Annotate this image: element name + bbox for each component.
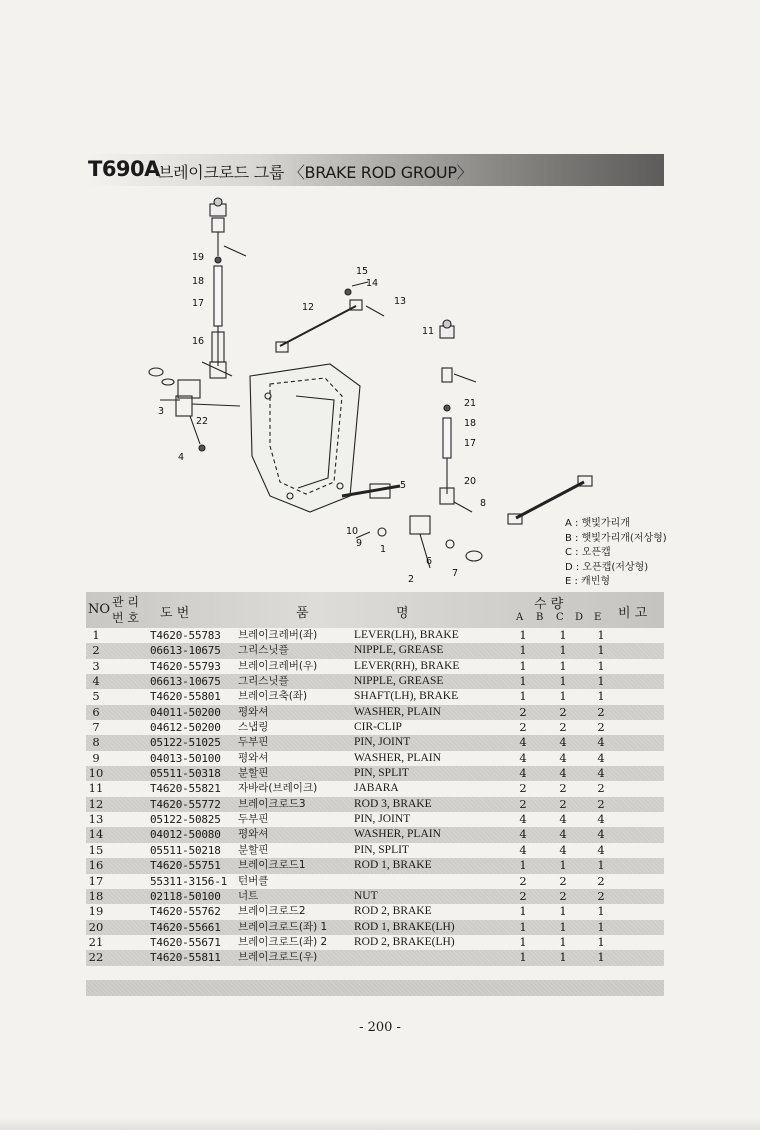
row-qty-e: 2: [597, 781, 605, 796]
row-qty-a: 4: [519, 735, 527, 750]
row-part-number: T4620-55801: [150, 690, 221, 704]
row-no: 2: [92, 643, 100, 658]
row-part-number: 02118-50100: [150, 889, 221, 903]
row-qty-e: 4: [597, 766, 605, 781]
row-qty-c: 1: [559, 674, 567, 689]
row-english-name: SHAFT(LH), BRAKE: [354, 690, 459, 703]
row-qty-a: 2: [519, 888, 527, 903]
row-english-name: ROD 3, BRAKE: [354, 797, 432, 810]
row-qty-c: 1: [559, 628, 567, 642]
row-qty-a: 1: [519, 934, 527, 949]
row-qty-e: 4: [597, 735, 605, 750]
row-no: 12: [88, 796, 104, 811]
legend-c: C : 오픈캡: [565, 547, 611, 559]
row-korean-name: 브레이크로드(좌) 2: [238, 935, 328, 948]
row-english-name: WASHER, PLAIN: [354, 705, 441, 718]
row-english-name: NUT: [354, 889, 378, 902]
row-qty-e: 1: [597, 934, 605, 949]
row-part-number: 05511-50318: [150, 767, 221, 781]
row-no: 1: [92, 628, 100, 642]
row-part-number: 04013-50100: [150, 751, 221, 765]
row-no: 11: [88, 781, 104, 796]
row-english-name: ROD 2, BRAKE(LH): [354, 935, 455, 948]
row-no: 20: [88, 919, 104, 934]
row-english-name: LEVER(RH), BRAKE: [354, 659, 460, 672]
table-row: [86, 689, 664, 704]
table-row: [86, 920, 664, 935]
row-no: 6: [92, 704, 100, 719]
row-no: 5: [92, 689, 100, 704]
row-qty-c: 4: [559, 766, 567, 781]
table-row: [86, 766, 664, 781]
callout-3: 3: [158, 406, 165, 417]
callout-20: 20: [464, 476, 477, 487]
callout-18b: 18: [464, 418, 477, 429]
row-english-name: PIN, JOINT: [354, 813, 411, 826]
row-korean-name: 브레이크레버(좌): [238, 629, 318, 641]
row-english-name: PIN, SPLIT: [354, 767, 409, 780]
row-no: 10: [88, 766, 104, 781]
row-qty-c: 2: [559, 873, 567, 888]
callout-14: 14: [366, 278, 379, 289]
row-part-number: T4620-55671: [150, 935, 221, 949]
row-qty-e: 4: [597, 827, 605, 842]
callout-11: 11: [422, 326, 435, 337]
row-korean-name: 브레이크로드(좌) 1: [238, 920, 328, 933]
row-qty-c: 2: [559, 704, 567, 719]
row-qty-e: 4: [597, 842, 605, 857]
table-row: [86, 659, 664, 674]
table-row: [86, 720, 664, 735]
callout-1: 1: [380, 544, 387, 555]
callout-13: 13: [394, 296, 407, 307]
row-qty-e: 1: [597, 674, 605, 689]
row-qty-a: 4: [519, 842, 527, 857]
row-qty-c: 1: [559, 689, 567, 704]
table-row: [86, 674, 664, 689]
header-name: 명: [396, 606, 409, 621]
row-korean-name: 평와셔: [238, 751, 269, 764]
table-row: [86, 705, 664, 720]
row-qty-a: 1: [519, 919, 527, 934]
callout-17b: 17: [464, 438, 477, 449]
legend-a: A : 햇빛가리개: [565, 518, 630, 529]
row-part-number: 04012-50080: [150, 828, 221, 842]
row-part-number: T4620-55772: [150, 797, 221, 811]
header-no: NO: [88, 602, 111, 617]
row-qty-c: 4: [559, 842, 567, 857]
row-korean-name: 두부핀: [238, 813, 269, 826]
table-row: [86, 827, 664, 842]
row-no: 16: [88, 858, 104, 873]
header-b: B: [536, 612, 544, 623]
row-part-number: T4620-55751: [150, 859, 221, 873]
callout-19: 19: [192, 252, 205, 263]
callout-16: 16: [192, 336, 205, 347]
row-korean-name: 자바라(브레이크): [238, 782, 318, 795]
row-qty-e: 1: [597, 950, 605, 965]
parts-table: [86, 592, 664, 966]
callout-21: 21: [464, 398, 477, 409]
table-row: [86, 781, 664, 796]
legend-e: E : 캐빈형: [565, 576, 611, 588]
table-row: [86, 643, 664, 658]
row-part-number: 05511-50218: [150, 843, 221, 857]
group-title: 브레이크로드 그룹 〈BRAKE ROD GROUP〉: [158, 163, 473, 182]
table-row: [86, 812, 664, 827]
row-no: 14: [88, 827, 104, 842]
row-part-number: T4620-55821: [150, 782, 221, 796]
row-qty-a: 1: [519, 674, 527, 689]
row-qty-a: 1: [519, 628, 527, 642]
row-part-number: 06613-10675: [150, 644, 221, 658]
row-qty-a: 1: [519, 858, 527, 873]
row-qty-a: 4: [519, 827, 527, 842]
callout-22: 22: [196, 416, 209, 427]
header-mgmt-top: 관 리: [112, 595, 139, 609]
row-part-number: 06613-10675: [150, 675, 221, 689]
callout-4: 4: [178, 452, 185, 463]
row-qty-e: 1: [597, 628, 605, 642]
row-english-name: WASHER, PLAIN: [354, 751, 441, 764]
row-qty-c: 4: [559, 750, 567, 765]
row-korean-name: 브레이크로드1: [238, 859, 306, 872]
row-qty-e: 1: [597, 658, 605, 673]
row-qty-e: 1: [597, 858, 605, 873]
callout-2: 2: [408, 574, 415, 585]
row-qty-c: 4: [559, 735, 567, 750]
table-footer-band: [86, 980, 664, 996]
header-qty: 수 량: [534, 597, 564, 612]
row-qty-c: 2: [559, 720, 567, 735]
callout-7: 7: [452, 568, 459, 579]
row-part-number: 04011-50200: [150, 705, 221, 719]
row-part-number: T4620-55783: [150, 629, 221, 642]
header-a: A: [516, 612, 524, 623]
row-korean-name: 브레이크로드2: [238, 905, 306, 918]
row-english-name: ROD 1, BRAKE(LH): [354, 920, 455, 933]
legend-d: D : 오픈캡(저상형): [565, 561, 649, 573]
row-qty-c: 1: [559, 658, 567, 673]
row-part-number: T4620-55793: [150, 659, 221, 673]
table-row: [86, 735, 664, 750]
row-qty-e: 1: [597, 689, 605, 704]
header-e: E: [594, 612, 602, 623]
table-row: [86, 797, 664, 812]
row-part-number: 05122-51025: [150, 736, 221, 750]
row-qty-a: 1: [519, 658, 527, 673]
legend-b: B : 햇빛가리개(저상형): [565, 532, 667, 544]
page-number: - 200 -: [359, 1020, 401, 1035]
variant-legend: [565, 517, 667, 590]
scan-edge: [0, 1118, 760, 1130]
row-no: 7: [92, 720, 100, 735]
table-row: [86, 874, 664, 889]
callout-12: 12: [302, 302, 315, 313]
row-korean-name: 브레이크로드(우): [238, 951, 318, 964]
callout-15: 15: [356, 266, 369, 277]
row-part-number: T4620-55811: [150, 951, 221, 965]
row-no: 15: [88, 842, 104, 857]
row-qty-c: 2: [559, 796, 567, 811]
row-english-name: PIN, JOINT: [354, 736, 411, 749]
row-no: 18: [88, 888, 104, 903]
row-english-name: LEVER(LH), BRAKE: [354, 629, 459, 641]
row-qty-c: 1: [559, 950, 567, 965]
table-row: [86, 858, 664, 873]
row-korean-name: 분할핀: [238, 767, 269, 780]
row-qty-a: 1: [519, 689, 527, 704]
row-english-name: NIPPLE, GREASE: [354, 644, 444, 657]
header-mgmt-bottom: 번 호: [112, 611, 139, 625]
row-qty-e: 2: [597, 873, 605, 888]
row-qty-c: 1: [559, 904, 567, 919]
row-qty-c: 4: [559, 827, 567, 842]
callout-17: 17: [192, 298, 205, 309]
row-qty-c: 4: [559, 812, 567, 827]
row-no: 21: [88, 934, 104, 949]
row-no: 13: [88, 812, 104, 827]
row-qty-c: 1: [559, 919, 567, 934]
callout-18: 18: [192, 276, 205, 287]
row-no: 4: [92, 674, 100, 689]
row-qty-a: 2: [519, 704, 527, 719]
row-english-name: NIPPLE, GREASE: [354, 675, 444, 688]
header-d: D: [575, 612, 584, 623]
row-qty-e: 2: [597, 796, 605, 811]
row-no: 8: [92, 735, 100, 750]
row-part-number: T4620-55661: [150, 920, 221, 934]
row-part-number: 55311-3156-1: [150, 874, 228, 888]
callout-8: 8: [480, 498, 487, 509]
table-header: [86, 592, 664, 628]
row-english-name: WASHER, PLAIN: [354, 828, 441, 841]
callout-10: 10: [346, 526, 359, 537]
row-no: 9: [92, 750, 100, 765]
header-item: 품: [296, 606, 309, 621]
row-no: 17: [88, 873, 104, 888]
group-code: T690A: [88, 157, 160, 181]
row-qty-a: 4: [519, 750, 527, 765]
row-qty-e: 1: [597, 919, 605, 934]
row-qty-c: 2: [559, 781, 567, 796]
row-korean-name: 너트: [238, 889, 259, 902]
table-row: [86, 843, 664, 858]
row-no: 19: [88, 904, 104, 919]
row-korean-name: 턴버클: [238, 874, 269, 887]
row-english-name: ROD 2, BRAKE: [354, 905, 432, 918]
row-qty-a: 2: [519, 796, 527, 811]
row-korean-name: 평와셔: [238, 705, 269, 718]
row-korean-name: 두부핀: [238, 736, 269, 749]
callout-9: 9: [356, 538, 363, 549]
row-qty-a: 4: [519, 812, 527, 827]
row-english-name: JABARA: [354, 782, 399, 795]
row-qty-e: 2: [597, 704, 605, 719]
table-row: [86, 950, 664, 965]
table-body: [86, 628, 664, 966]
row-qty-a: 2: [519, 720, 527, 735]
row-qty-c: 1: [559, 643, 567, 658]
row-qty-e: 4: [597, 750, 605, 765]
row-korean-name: 그리스닛플: [238, 644, 289, 657]
table-row: [86, 904, 664, 919]
row-qty-e: 1: [597, 643, 605, 658]
row-english-name: CIR-CLIP: [354, 721, 402, 734]
row-korean-name: 브레이크로드3: [238, 797, 306, 810]
row-english-name: PIN, SPLIT: [354, 843, 409, 856]
row-part-number: 04612-50200: [150, 721, 221, 735]
row-korean-name: 그리스닛플: [238, 675, 289, 688]
row-korean-name: 브레이크축(좌): [238, 690, 308, 703]
callout-6: 6: [426, 556, 433, 567]
row-korean-name: 스냅링: [238, 721, 269, 734]
row-qty-c: 1: [559, 858, 567, 873]
header-remark: 비 고: [618, 606, 648, 621]
row-qty-c: 1: [559, 934, 567, 949]
table-row: [86, 628, 664, 643]
table-row: [86, 889, 664, 904]
header-drawing: 도 번: [160, 606, 190, 621]
row-qty-a: 4: [519, 766, 527, 781]
row-qty-a: 1: [519, 643, 527, 658]
callout-5: 5: [400, 480, 407, 491]
row-no: 3: [92, 658, 100, 673]
row-korean-name: 브레이크레버(우): [238, 659, 318, 672]
row-qty-e: 2: [597, 888, 605, 903]
row-qty-a: 1: [519, 904, 527, 919]
row-qty-c: 2: [559, 888, 567, 903]
row-qty-a: 2: [519, 781, 527, 796]
row-korean-name: 평와셔: [238, 828, 269, 841]
header-c: C: [556, 612, 564, 623]
row-part-number: T4620-55762: [150, 905, 221, 919]
table-row: [86, 935, 664, 950]
row-part-number: 05122-50825: [150, 813, 221, 827]
row-qty-e: 4: [597, 812, 605, 827]
row-qty-a: 1: [519, 950, 527, 965]
table-row: [86, 751, 664, 766]
row-qty-e: 1: [597, 904, 605, 919]
row-qty-a: 2: [519, 873, 527, 888]
row-no: 22: [88, 950, 104, 965]
row-korean-name: 분할핀: [238, 843, 269, 856]
row-english-name: ROD 1, BRAKE: [354, 859, 432, 872]
row-qty-e: 2: [597, 720, 605, 735]
